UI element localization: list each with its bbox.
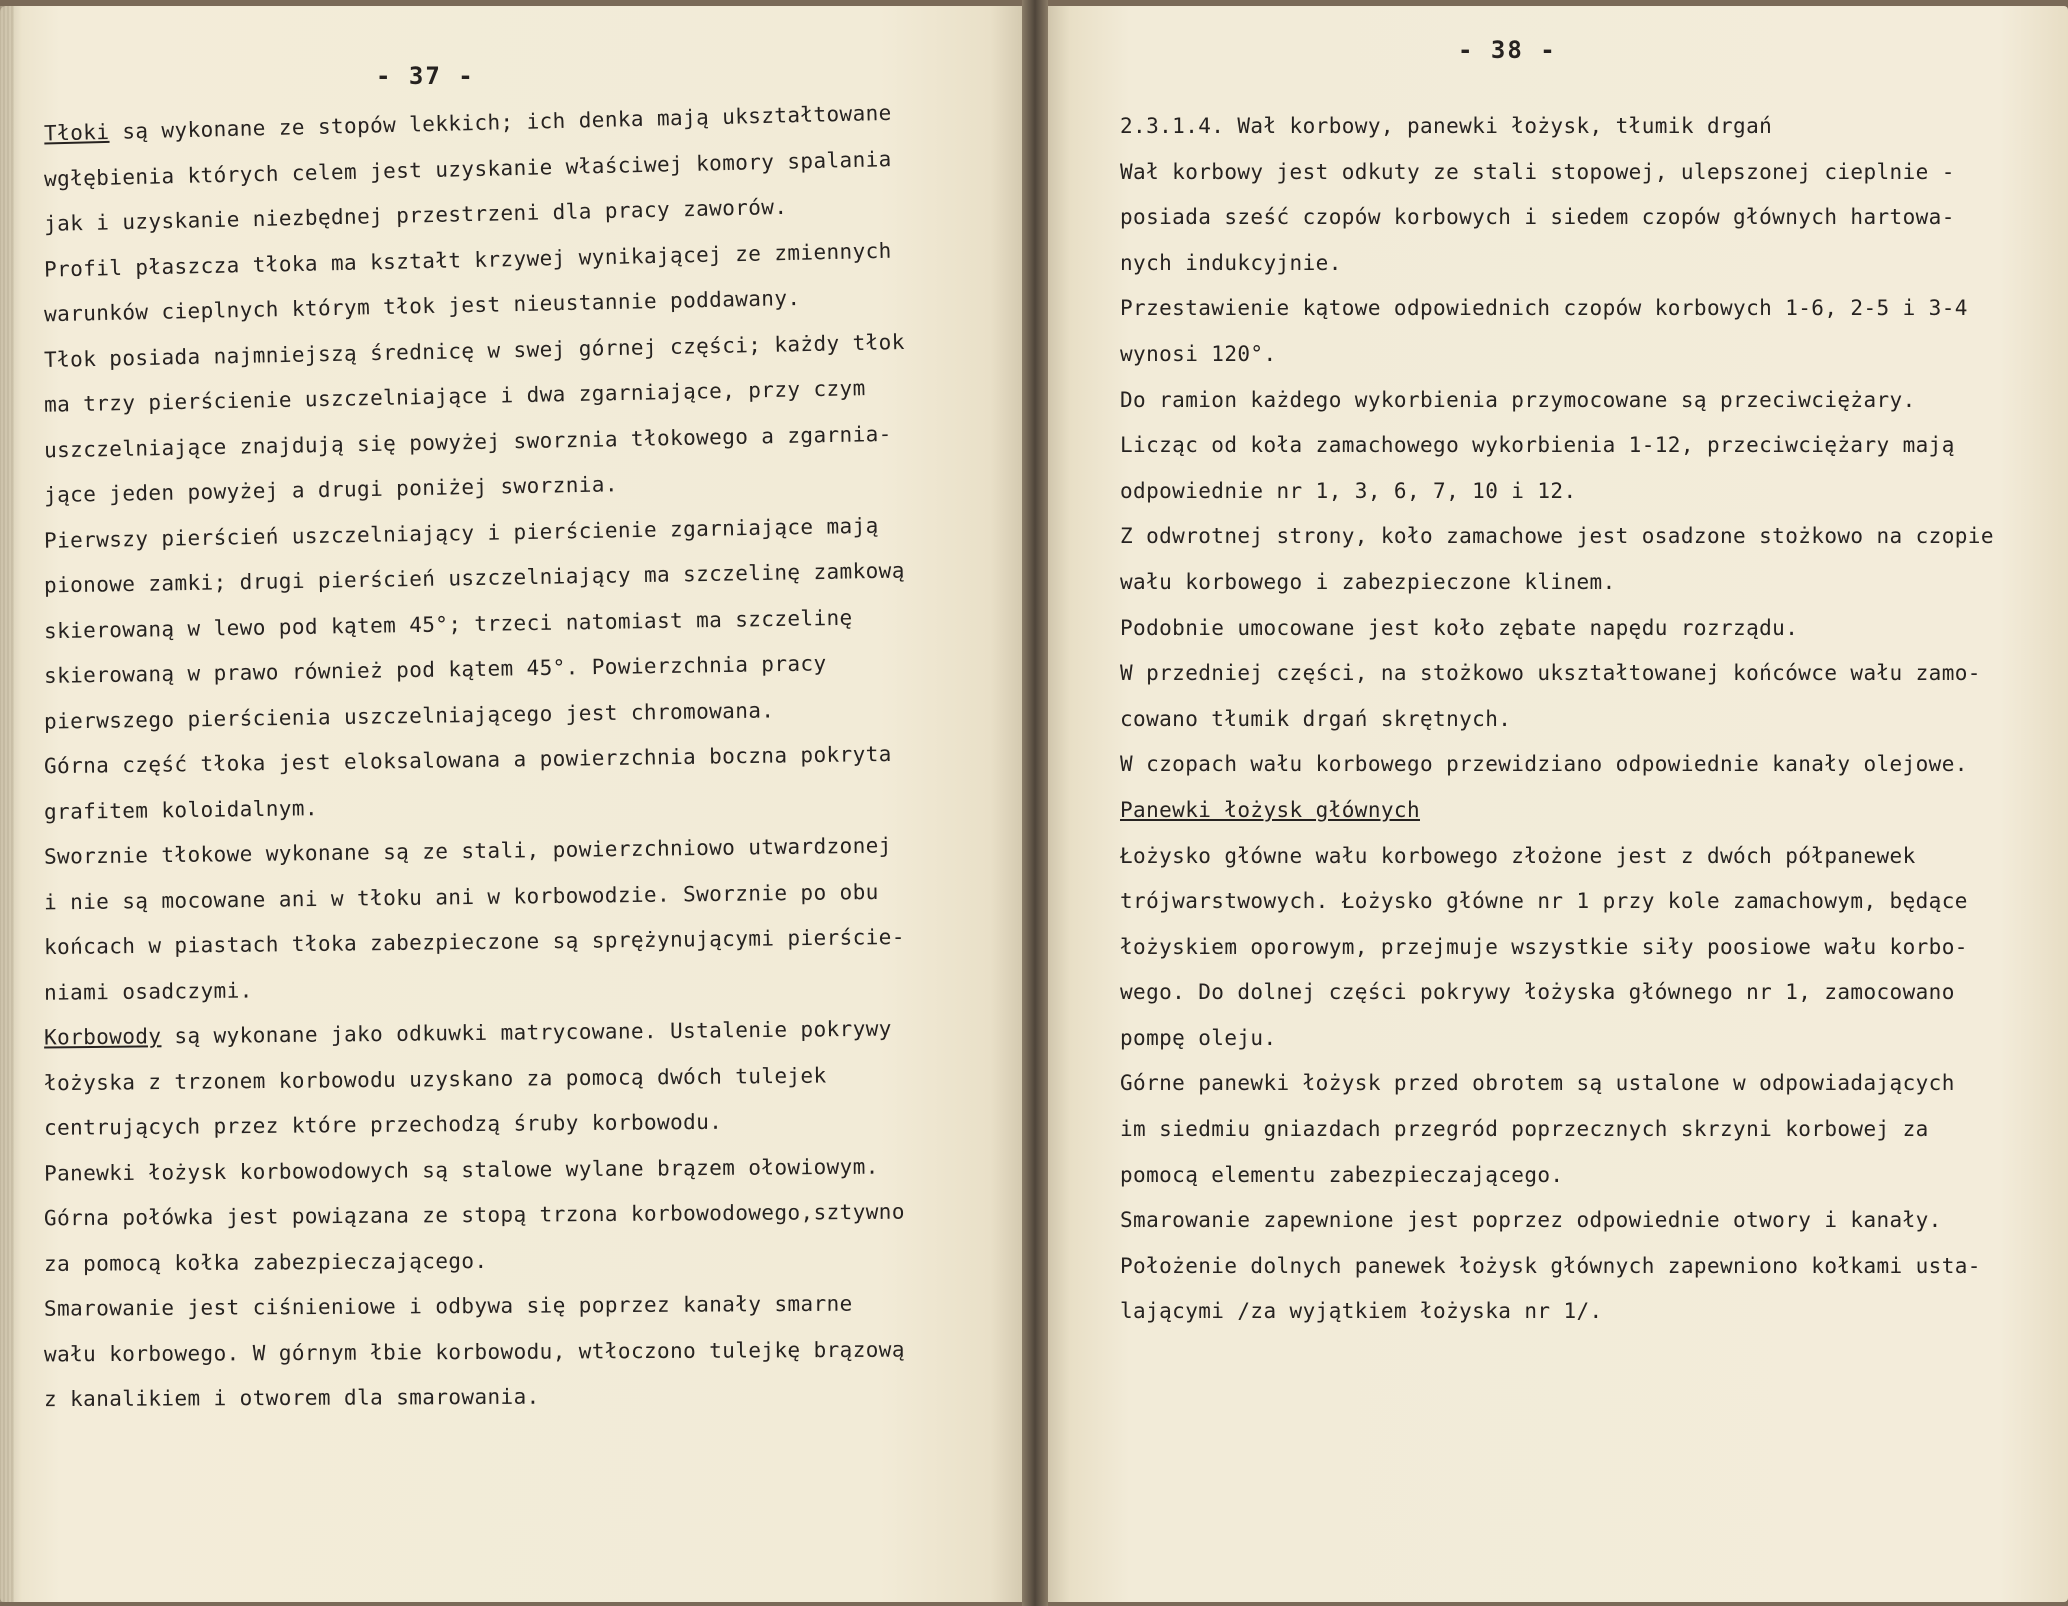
text-line: [1120, 241, 1994, 287]
left-page: [0, 6, 1030, 1602]
text-line: [1120, 1289, 1994, 1335]
page-number-right: - 38 -: [1458, 36, 1557, 64]
line-text: wego. Do dolnej części pokrywy łożyska głównego nr 1, zamocowano: [1120, 980, 1955, 1005]
text-line: [1120, 195, 1994, 241]
line-text: Tłok posiada najmniejszą średnicę w swej górnej części; każdy tłok: [43, 329, 905, 372]
right-page-text: [1120, 104, 1994, 1335]
text-line: [1120, 1016, 1994, 1062]
line-text: W przedniej części, na stożkowo ukształtowanej końcówce wału zamo-: [1120, 661, 1981, 686]
text-line: [1120, 469, 1994, 515]
line-text: Łożysko główne wału korbowego złożone jest z dwóch półpanewek: [1120, 843, 1916, 868]
line-text: jak i uzyskanie niezbędnej przestrzeni dla pracy zaworów.: [43, 194, 788, 236]
right-page: [1040, 6, 2068, 1602]
line-text: końcach w piastach tłoka zabezpieczone są sprężynującymi pierście-: [43, 924, 905, 960]
text-line: [44, 1006, 905, 1061]
line-text: uszczelniające znajdują się powyżej sworznia tłokowego a zgarnia-: [43, 421, 892, 462]
text-line: [44, 1052, 905, 1106]
text-line: [1120, 970, 1994, 1016]
text-line: [1120, 651, 1994, 697]
line-text: wynosi 120°.: [1120, 341, 1277, 366]
text-line: [1120, 834, 1994, 880]
line-text: nych indukcyjnie.: [1120, 250, 1342, 275]
line-text: Profil płaszcza tłoka ma kształt krzywej wynikającej ze zmiennych: [43, 238, 892, 282]
line-text: Sworznie tłokowe wykonane są ze stali, powierzchniowo utwardzonej: [43, 833, 892, 869]
line-text: wału korbowego i zabezpieczone klinem.: [1120, 569, 1616, 594]
text-line: [44, 1373, 905, 1423]
line-text: Smarowanie zapewnione jest poprzez odpowiednie otwory i kanały.: [1120, 1208, 1942, 1233]
line-text: z kanalikiem i otworem dla smarowania.: [43, 1384, 540, 1412]
text-line: [1120, 378, 1994, 424]
line-text: skierowaną w prawo również pod kątem 45°. Powierzchnia pracy: [43, 651, 827, 688]
book-gutter: [1022, 0, 1048, 1606]
line-text: pomocą elementu zabezpieczającego.: [1120, 1162, 1564, 1187]
line-text: łożyska z trzonem korbowodu uzyskano za pomocą dwóch tulejek: [43, 1063, 827, 1095]
line-text: posiada sześć czopów korbowych i siedem czopów głównych hartowa-: [1120, 205, 1955, 230]
text-line: [1120, 1153, 1994, 1199]
text-line: [1120, 1198, 1994, 1244]
section-heading: Korbowody: [43, 1024, 162, 1050]
text-line: [1120, 104, 1994, 150]
line-text: pompę oleju.: [1120, 1025, 1277, 1050]
line-text: W czopach wału korbowego przewidziano odpowiednie kanały olejowe.: [1120, 752, 1968, 777]
page-number-left: - 37 -: [376, 62, 475, 90]
line-text: lającymi /za wyjątkiem łożyska nr 1/.: [1120, 1299, 1603, 1324]
line-text: za pomocą kołka zabezpieczającego.: [43, 1248, 488, 1276]
section-heading: Tłoki: [43, 119, 110, 146]
line-text: skierowaną w lewo pod kątem 45°; trzeci natomiast ma szczelinę: [43, 605, 853, 643]
text-line: [1120, 423, 1994, 469]
line-text: wgłębienia których celem jest uzyskanie właściwej komory spalania: [43, 146, 892, 191]
line-text: Wał korbowy jest odkuty ze stali stopowej, ulepszonej cieplnie -: [1120, 159, 1955, 184]
line-text: trójwarstwowych. Łożysko główne nr 1 przy kole zamachowym, będące: [1120, 889, 1968, 914]
line-text: Położenie dolnych panewek łożysk głównych zapewniono kołkami usta-: [1120, 1253, 1981, 1278]
text-line: [1120, 1061, 1994, 1107]
text-line: [44, 1281, 905, 1332]
line-text: Podobnie umocowane jest koło zębate napędu rozrządu.: [1120, 615, 1799, 640]
line-text: i nie są mocowane ani w tłoku ani w korbowodzie. Sworznie po obu: [43, 879, 879, 914]
text-line: [1120, 925, 1994, 971]
line-text: są wykonane jako odkuwki matrycowane. Ustalenie pokrywy: [161, 1016, 892, 1049]
line-text: Górna część tłoka jest eloksalowana a powierzchnia boczna pokryta: [43, 741, 892, 779]
line-text: warunków cieplnych którym tłok jest nieustannie poddawany.: [43, 285, 801, 327]
text-line: [44, 1235, 905, 1287]
line-text: 2.3.1.4. Wał korbowy, panewki łożysk, tłumik drgań: [1120, 114, 1773, 138]
left-page-text: [44, 101, 905, 1421]
text-line: [1120, 514, 1994, 560]
text-line: [44, 1098, 905, 1151]
text-line: [1120, 879, 1994, 925]
line-text: ma trzy pierścienie uszczelniające i dwa zgarniające, przy czym: [43, 376, 866, 417]
line-text: Górna połówka jest powiązana ze stopą trzona korbowodowego,sztywno: [43, 1199, 905, 1231]
line-text: pionowe zamki; drugi pierścień uszczelniający ma szczelinę zamkową: [43, 558, 905, 598]
line-text: Pierwszy pierścień uszczelniający i pierścienie zgarniające mają: [43, 513, 879, 553]
text-line: [44, 1144, 905, 1197]
text-line: [1120, 1107, 1994, 1153]
text-line: [44, 1190, 905, 1242]
line-text: jące jeden powyżej a drugi poniżej sworznia.: [43, 472, 619, 508]
line-text: Przestawienie kątowe odpowiednich czopów korbowych 1-6, 2-5 i 3-4: [1120, 296, 1968, 321]
line-text: Smarowanie jest ciśnieniowe i odbywa się poprzez kanały smarne: [43, 1291, 853, 1321]
text-line: [1120, 788, 1994, 834]
line-text: Górne panewki łożysk przed obrotem są ustalone w odpowiadających: [1120, 1071, 1955, 1096]
line-text: wału korbowego. W górnym łbie korbowodu, wtłoczono tulejkę brązową: [43, 1337, 905, 1366]
line-text: grafitem koloidalnym.: [43, 795, 319, 824]
text-line: [1120, 332, 1994, 378]
line-text: są wykonane ze stopów lekkich; ich denka mają ukształtowane: [109, 100, 892, 144]
line-text: Do ramion każdego wykorbienia przymocowane są przeciwciężary.: [1120, 387, 1916, 412]
line-text: łożyskiem oporowym, przejmuje wszystkie siły poosiowe wału korbo-: [1120, 934, 1968, 959]
line-text: Z odwrotnej strony, koło zamachowe jest osadzone stożkowo na czopie: [1120, 524, 1994, 549]
text-line: [1120, 606, 1994, 652]
text-line: [1120, 150, 1994, 196]
text-line: [44, 1327, 905, 1377]
line-text: niami osadczymi.: [43, 977, 253, 1005]
line-text: centrujących przez które przechodzą śruby korbowodu.: [43, 1109, 723, 1140]
text-line: [1120, 697, 1994, 743]
text-line: [1120, 1244, 1994, 1290]
line-text: im siedmiu gniazdach przegród poprzecznych skrzyni korbowej za: [1120, 1117, 1929, 1142]
line-text: Panewki łożysk korbowodowych są stalowe wylane brązem ołowiowym.: [43, 1154, 879, 1186]
text-line: [1120, 560, 1994, 606]
line-text: pierwszego pierścienia uszczelniającego jest chromowana.: [43, 697, 775, 734]
text-line: [1120, 286, 1994, 332]
line-text: Licząc od koła zamachowego wykorbienia 1-12, przeciwciężary mają: [1120, 433, 1955, 458]
line-text: odpowiednie nr 1, 3, 6, 7, 10 i 12.: [1120, 478, 1577, 503]
text-line: [1120, 742, 1994, 788]
section-heading: Panewki łożysk głównych: [1120, 797, 1420, 822]
line-text: cowano tłumik drgań skrętnych.: [1120, 706, 1512, 731]
